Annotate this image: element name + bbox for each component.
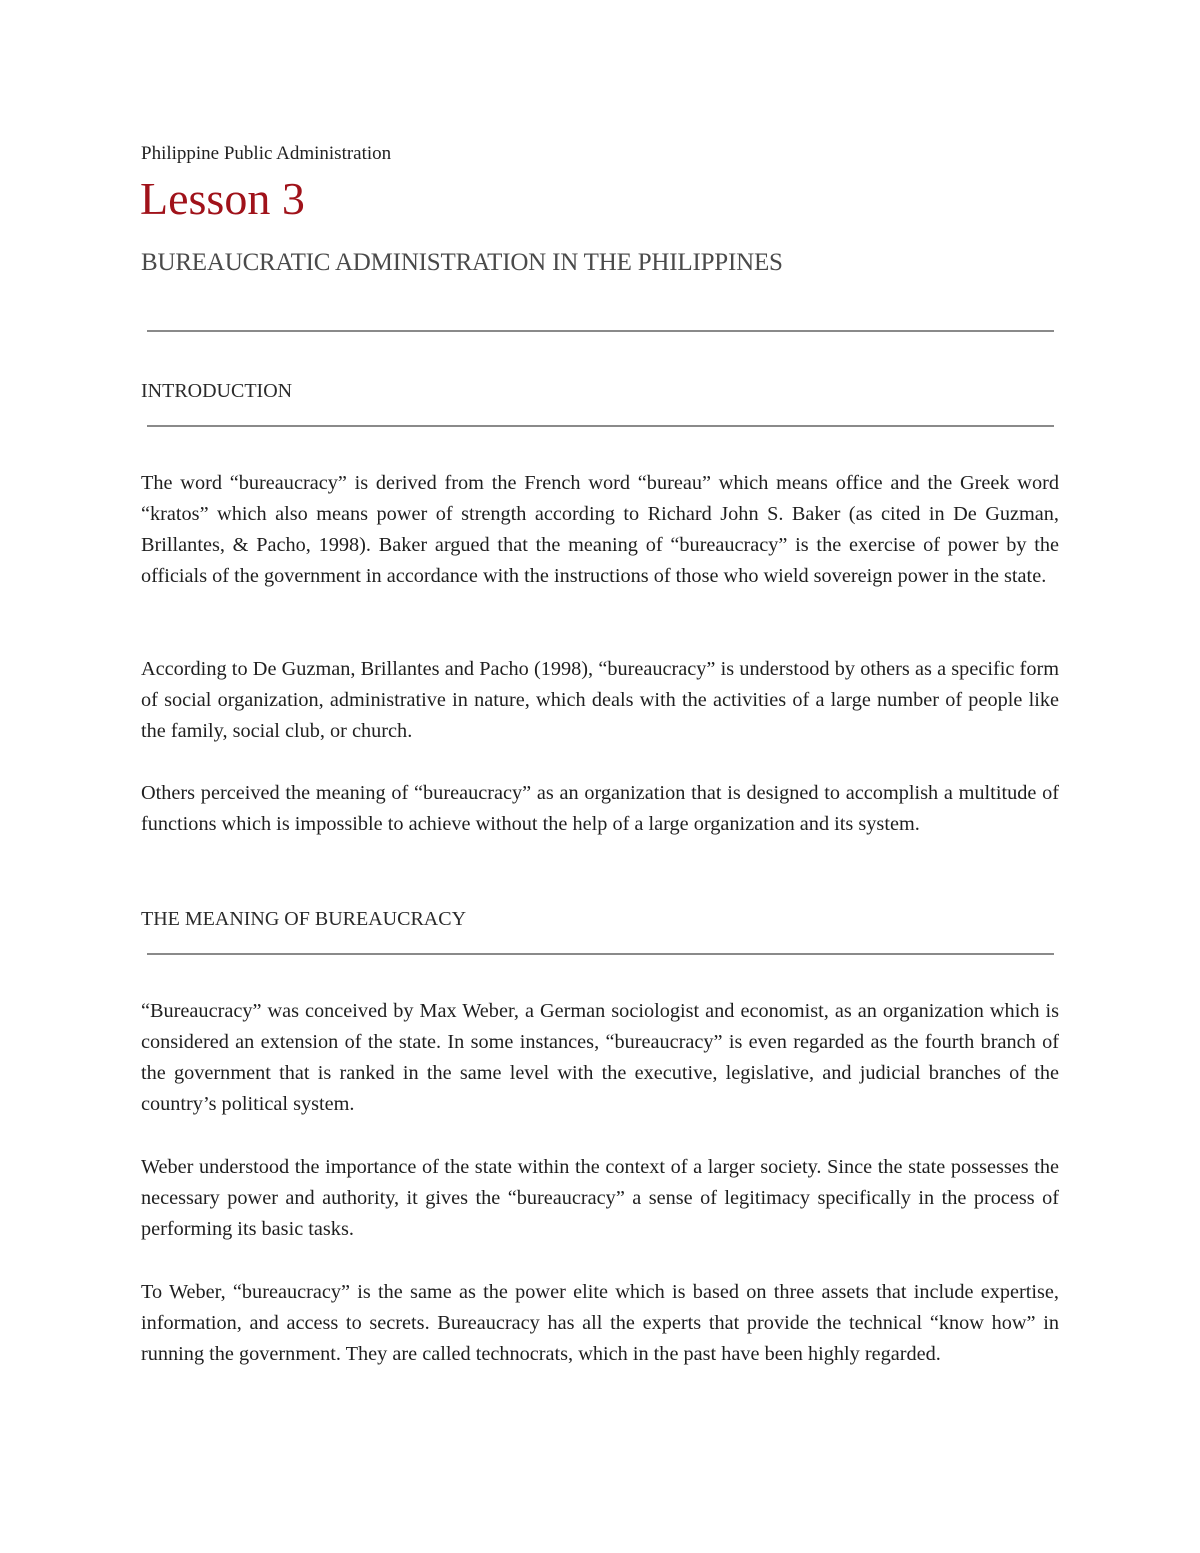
lesson-subtitle: BUREAUCRATIC ADMINISTRATION IN THE PHILIPPINES [141,249,783,276]
divider-meaning [147,953,1054,955]
section-heading-introduction: INTRODUCTION [141,380,293,402]
course-name: Philippine Public Administration [141,143,392,164]
meaning-paragraph-1: “Bureaucracy” was conceived by Max Weber, a German sociologist and economist, as an organization which is considered an extension of the state. In some instances, “bureaucracy” is even regarded as the fourth branch of the government that is ranked in the same level with the executive, legislative, and judicial branches of the country’s political system. [141,1000,1059,1115]
lesson-title: Lesson 3 [140,173,305,224]
section-heading-meaning: THE MEANING OF BUREAUCRACY [141,908,467,930]
intro-paragraph-3: Others perceived the meaning of “bureaucracy” as an organization that is designed to accomplish a multitude of functions which is impossible to achieve without the help of a large organization and its system. [141,782,1059,835]
meaning-paragraph-2: Weber understood the importance of the state within the context of a larger society. Since the state possesses the necessary power and authority, it gives the “bureaucracy” a sense of legitimacy specifically in the process of performing its basic tasks. [141,1156,1059,1240]
divider-introduction [147,425,1054,427]
intro-paragraph-1: The word “bureaucracy” is derived from the French word “bureau” which means office and the Greek word “kratos” which also means power of strength according to Richard John S. Baker (as cited in De Guzman, Brillantes, & Pacho, 1998). Baker argued that the meaning of “bureaucracy” is the exercise of power by the officials of the government in accordance with the instructions of those who wield sovereign power in the state. [141,472,1059,587]
divider-top [147,330,1054,332]
meaning-paragraph-3: To Weber, “bureaucracy” is the same as the power elite which is based on three assets that include expertise, information, and access to secrets. Bureaucracy has all the experts that provide the technical “know how” in running the government. They are called technocrats, which in the past have been highly regarded. [141,1281,1059,1365]
intro-paragraph-2: According to De Guzman, Brillantes and Pacho (1998), “bureaucracy” is understood by others as a specific form of social organization, administrative in nature, which deals with the activities of a large number of people like the family, social club, or church. [141,658,1059,742]
